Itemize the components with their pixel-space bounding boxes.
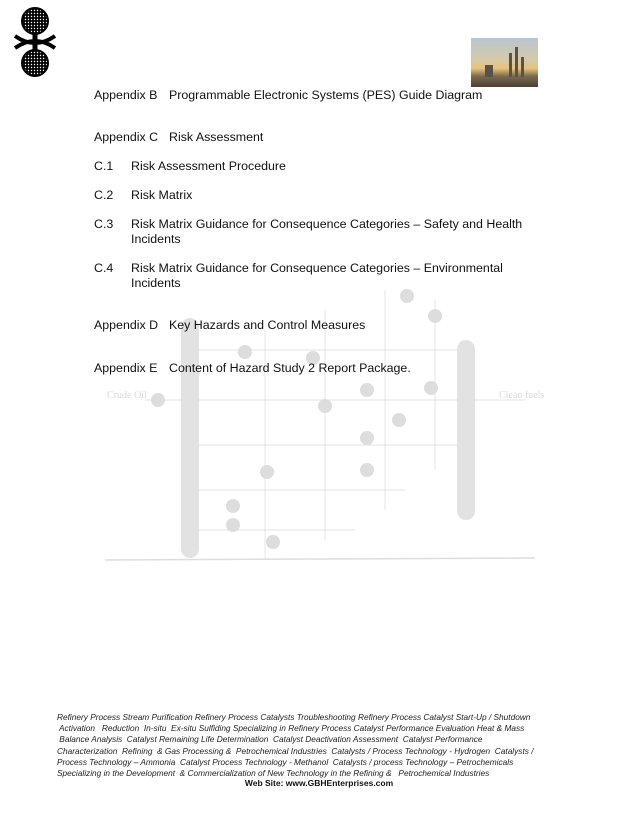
toc-title: Programmable Electronic Systems (PES) Guide Diagram xyxy=(169,88,483,102)
website-link[interactable]: Web Site: www.GBHEnterprises.com xyxy=(244,778,394,788)
toc-title-line1: Risk Matrix Guidance for Consequence Categories – Safety and Health xyxy=(131,217,523,231)
toc-appendix-d xyxy=(94,318,365,333)
toc-c1 xyxy=(94,159,554,175)
toc-title-line2: Incidents xyxy=(131,276,181,290)
clean-fuels-label: Clean fuels xyxy=(499,390,545,401)
footer-line: Process Technology – Ammonia Catalyst Process Technology - Methanol Catalysts / process Technology – Petrochemicals xyxy=(57,756,514,767)
process-diagram-watermark xyxy=(105,270,545,565)
toc-c2 xyxy=(94,188,554,204)
toc-appendix-b xyxy=(94,88,482,103)
footer-line: Balance Analysis Catalyst Remaining Life Determination Catalyst Deactivation Assessment Catalyst Performance xyxy=(57,734,483,745)
toc-title: Risk Assessment xyxy=(169,130,264,144)
toc-label: Appendix D xyxy=(94,318,159,332)
toc-title: Risk Assessment Procedure xyxy=(131,159,286,173)
toc-appendix-c xyxy=(94,130,263,145)
toc-title: Key Hazards and Control Measures xyxy=(169,318,366,332)
footer-line: Refinery Process Stream Purification Refinery Process Catalysts Troubleshooting Refinery Process Catalyst Start-Up / Shutdown xyxy=(57,712,531,722)
toc-label: C.3 xyxy=(94,217,114,231)
toc-label: C.2 xyxy=(94,188,114,202)
footer-services-text xyxy=(57,712,557,779)
toc-label: Appendix C xyxy=(94,130,159,144)
crude-oil-label: Crude Oil xyxy=(107,390,147,401)
toc-c4 xyxy=(94,261,554,293)
footer-line: Characterization Refining & Gas Processing & Petrochemical Industries Catalysts / Process Technology - Hydrogen Catalysts / xyxy=(57,745,534,756)
toc-appendix-e xyxy=(94,361,411,376)
toc-title-line1: Risk Matrix Guidance for Consequence Categories – Environmental xyxy=(131,261,503,275)
toc-title: Risk Matrix xyxy=(131,188,193,202)
toc-label: C.1 xyxy=(94,159,114,173)
toc-label: C.4 xyxy=(94,261,114,275)
refinery-photo xyxy=(471,38,538,87)
toc-label: Appendix B xyxy=(94,88,158,102)
toc-title-line2: Incidents xyxy=(131,232,181,246)
company-logo-icon xyxy=(12,6,58,78)
toc-label: Appendix E xyxy=(94,361,158,375)
footer-line: Specializing in the Development & Commercialization of New Technology in the Refining & Petrochemical Industries xyxy=(57,768,490,779)
toc-c3 xyxy=(94,217,554,249)
footer-line: Activation Reduction In-situ Ex-situ Sulfiding Specializing in Refinery Process Catalyst Performance Evaluation Heat & Mass xyxy=(57,723,525,734)
toc-title: Content of Hazard Study 2 Report Package. xyxy=(169,361,411,375)
